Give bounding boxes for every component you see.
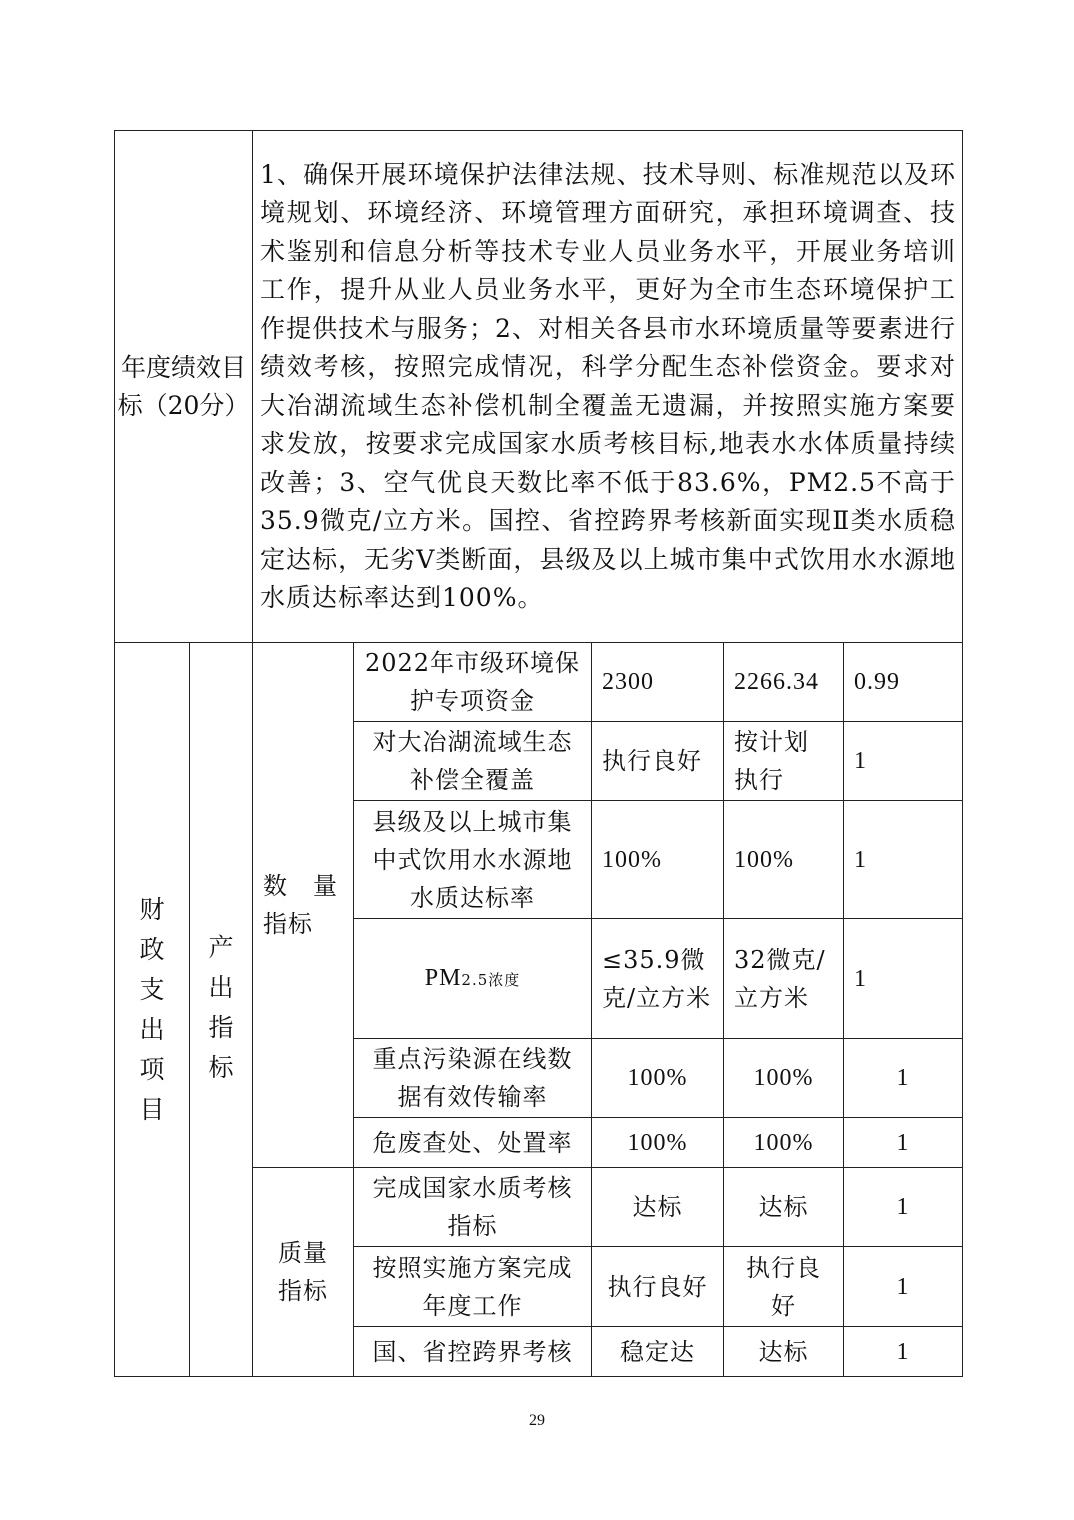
score-value: 1: [844, 919, 963, 1039]
table-row: [115, 643, 963, 722]
score-value: 1: [844, 1247, 963, 1327]
actual-value: 2266.34: [724, 643, 844, 722]
actual-value: 100%: [724, 1118, 844, 1168]
actual-value: 执行良好: [724, 1247, 844, 1327]
target-value: 100%: [592, 1118, 724, 1168]
quantity-label-text: 数 量指标: [263, 872, 338, 938]
actual-value: 100%: [724, 1039, 844, 1118]
quality-label: [253, 1168, 354, 1377]
target-value: 达标: [592, 1168, 724, 1247]
pm-subscript: 2.5浓度: [461, 971, 521, 989]
indicator-name: 2022年市级环境保护专项资金: [354, 643, 592, 722]
actual-value: 100%: [724, 801, 844, 919]
goal-row: [115, 131, 963, 643]
goal-text: 1、确保开展环境保护法律法规、技术导则、标准规范以及环境规划、环境经济、环境管理方面研究，承担环境调查、技术鉴别和信息分析等技术专业人员业务水平，开展业务培训工作，提升从业人员业务水平，更好为全市生态环境保护工作提供技术与服务；2、对相关各县市水环境质量等要素进行绩效考核，按照完成情况，科学分配生态补偿资金。要求对大冶湖流域生态补偿机制全覆盖无遗漏，并按照实施方案要求发放，按要求完成国家水质考核目标,地表水水体质量持续改善；3、空气优良天数比率不低于83.6%，PM2.5不高于35.9微克/立方米。国控、省控跨界考核新面实现Ⅱ类水质稳定达标，无劣Ⅴ类断面，县级及以上城市集中式饮用水水源地水质达标率达到100%。: [253, 131, 963, 643]
quantity-label: [253, 643, 354, 1168]
output-label-text: 产出指标: [208, 933, 234, 1082]
indicator-name: [354, 919, 592, 1039]
goal-label: 年度绩效目标（20分）: [115, 131, 253, 643]
score-value: 1: [844, 1327, 963, 1377]
actual-value: 32微克/立方米: [724, 919, 844, 1039]
score-value: 1: [844, 1118, 963, 1168]
score-value: 1: [844, 1039, 963, 1118]
performance-table: [114, 130, 963, 1377]
output-label: [190, 643, 253, 1377]
target-value: 100%: [592, 1039, 724, 1118]
indicator-name: 县级及以上城市集中式饮用水水源地水质达标率: [354, 801, 592, 919]
target-value: 100%: [592, 801, 724, 919]
actual-value: 达标: [724, 1327, 844, 1377]
indicator-name: 国、省控跨界考核: [354, 1327, 592, 1377]
section-label-text: 财政支出项目: [139, 894, 165, 1124]
section-label: [115, 643, 190, 1377]
quality-label-text: 质量指标: [278, 1239, 328, 1305]
target-value: 执行良好: [592, 1247, 724, 1327]
indicator-name: 危废查处、处置率: [354, 1118, 592, 1168]
score-value: 1: [844, 1168, 963, 1247]
target-value: 2300: [592, 643, 724, 722]
score-value: 0.99: [844, 643, 963, 722]
page-number: 29: [529, 1412, 545, 1429]
actual-value: 达标: [724, 1168, 844, 1247]
actual-value: 按计划执行: [724, 722, 844, 801]
score-value: 1: [844, 801, 963, 919]
target-value: 执行良好: [592, 722, 724, 801]
score-value: 1: [844, 722, 963, 801]
indicator-name: 按照实施方案完成年度工作: [354, 1247, 592, 1327]
indicator-name: 对大冶湖流域生态补偿全覆盖: [354, 722, 592, 801]
indicator-name: 重点污染源在线数据有效传输率: [354, 1039, 592, 1118]
target-value: ≤35.9微克/立方米: [592, 919, 724, 1039]
indicator-name: 完成国家水质考核指标: [354, 1168, 592, 1247]
pm-label: PM: [424, 965, 462, 991]
target-value: 稳定达: [592, 1327, 724, 1377]
